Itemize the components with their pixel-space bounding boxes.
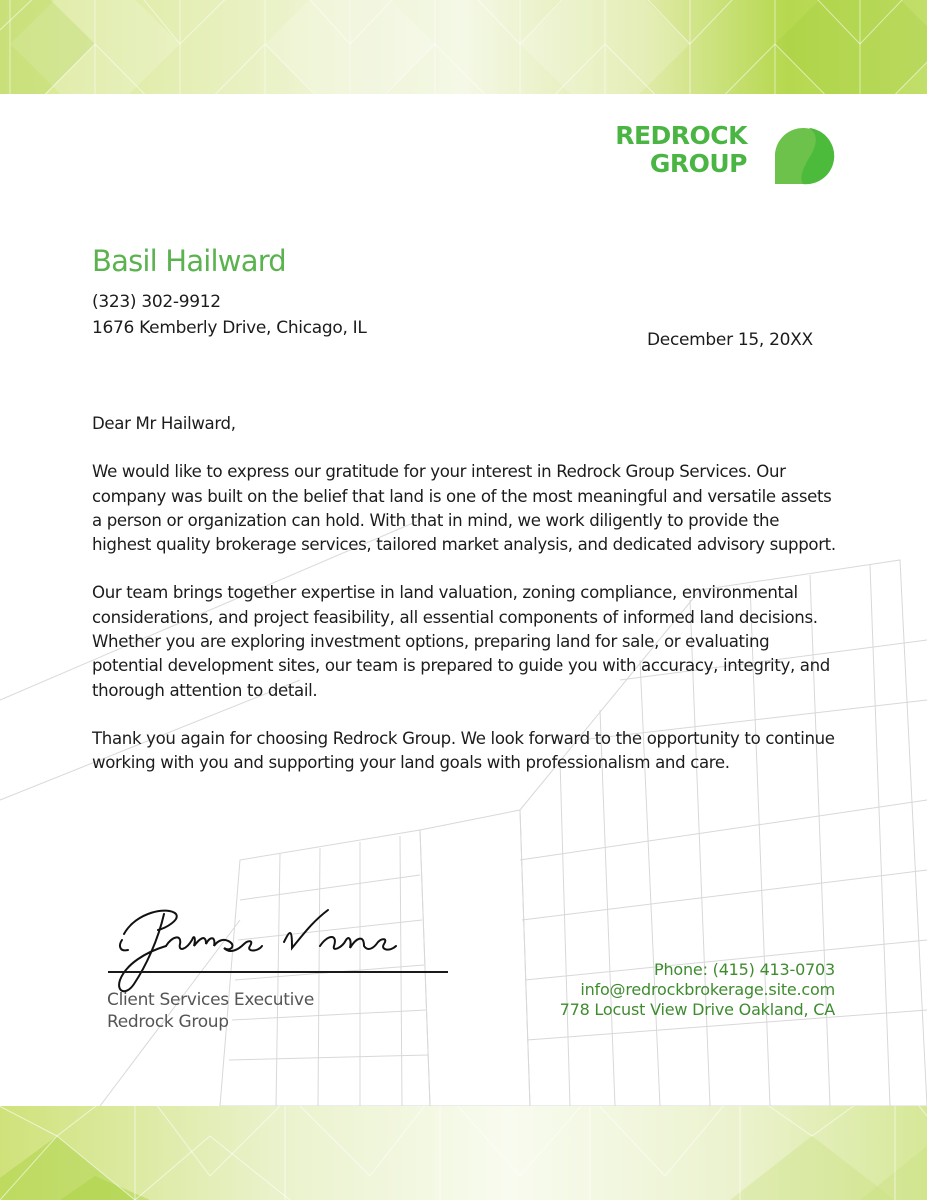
contact-phone: Phone: (415) 413-0703	[654, 960, 835, 979]
paragraph-3: Thank you again for choosing Redrock Group. We look forward to the opportunity to continue working with you and supporting your land goals with professionalism and care.	[92, 728, 835, 773]
recipient-name: Basil Hailward	[92, 244, 286, 278]
header-banner	[0, 0, 927, 94]
company-logo	[600, 120, 840, 190]
leaf-drop-icon	[773, 124, 835, 186]
footer-banner	[0, 1106, 927, 1200]
paragraph-1: We would like to express our gratitude for your interest in Redrock Group Services. Our company was built on the belief that land is one of the most meaningful and versatile assets a person or organization can hold. With that in mind, we work diligently to provide the highest quality brokerage services, tailored market analysis, and dedicated advisory support.	[92, 462, 836, 555]
salutation: Dear Mr Hailward,	[92, 414, 236, 433]
letter-date: December 15, 20XX	[647, 330, 813, 350]
letter-body	[92, 412, 837, 800]
contact-address: 778 Locust View Drive Oakland, CA	[559, 1000, 835, 1019]
signer-company: Redrock Group	[107, 1012, 229, 1032]
logo-line-2: GROUP	[649, 149, 747, 178]
logo-wordmark	[615, 122, 747, 178]
recipient-phone: (323) 302-9912	[92, 292, 221, 312]
handwritten-signature	[106, 900, 451, 1000]
contact-email[interactable]: info@redrockbrokerage.site.com	[580, 980, 835, 999]
company-contact	[560, 960, 835, 1020]
signature-line	[108, 971, 448, 973]
geometric-pattern	[0, 0, 927, 94]
recipient-address: 1676 Kemberly Drive, Chicago, IL	[92, 318, 367, 338]
paragraph-2: Our team brings together expertise in land valuation, zoning compliance, environmental considerations, and project feasibility, all essential components of informed land decisions. Whether you are exploring investment options, preparing land for sale, or evaluating potential development sites, our team is prepared to guide you with accuracy, integrity, and thorough attention to detail.	[92, 583, 830, 700]
logo-line-1: REDROCK	[615, 121, 747, 150]
signer-title: Client Services Executive	[107, 990, 314, 1010]
geometric-pattern	[0, 1106, 927, 1200]
